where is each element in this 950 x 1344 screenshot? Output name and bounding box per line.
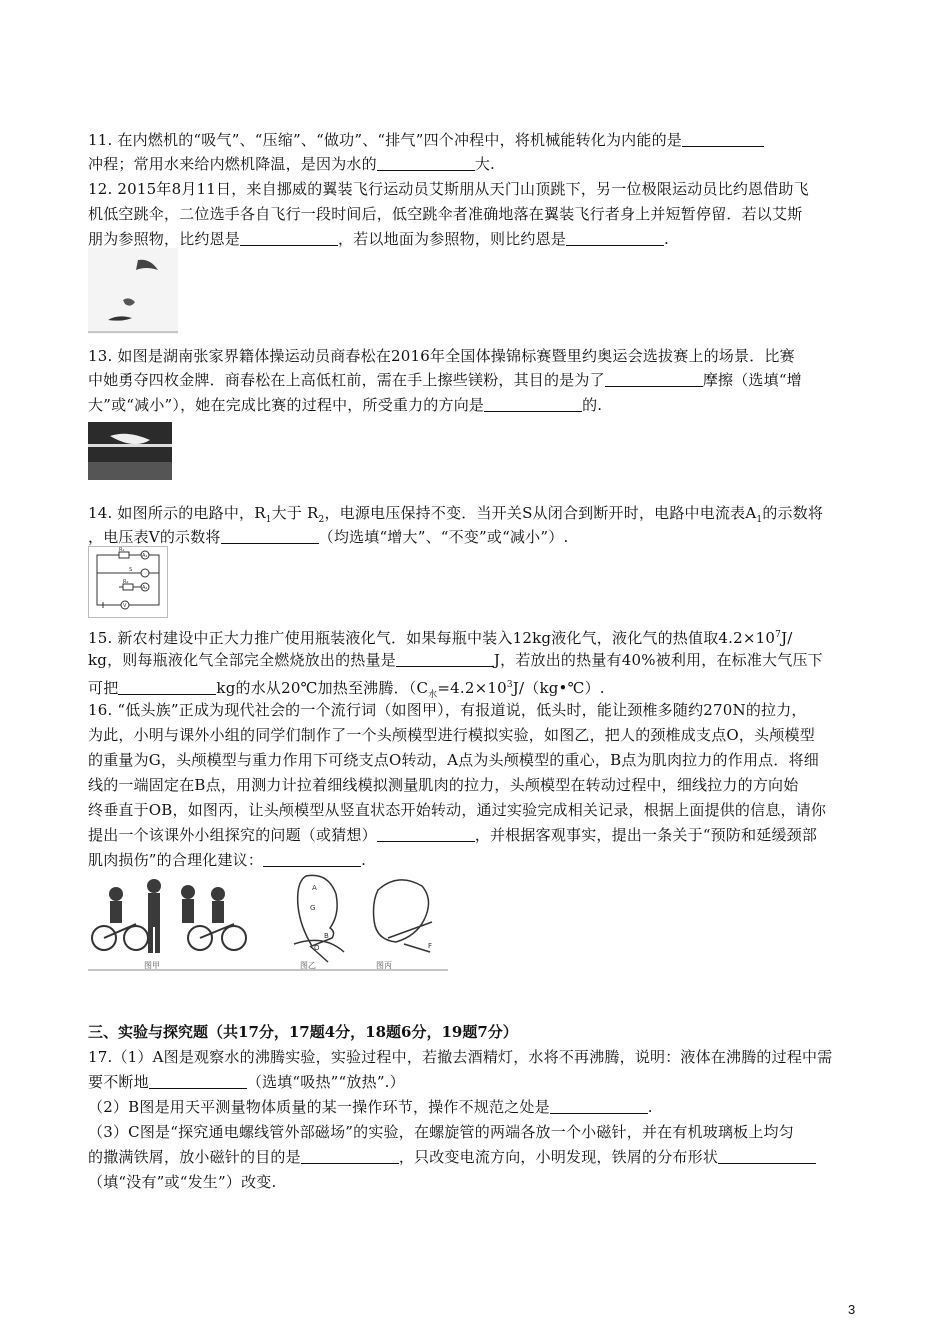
q16-line2: 为此，小明与课外小组的同学们制作了一个头颅模型进行模拟实验，如图乙，把人的颈椎成支点O，头颅模型 <box>88 726 815 744</box>
point-b-label: B <box>324 932 329 940</box>
r2-label: R₂ <box>123 579 129 585</box>
q17-line4: （3）C图是“探究通电螺线管外部磁场”的实验，在螺旋管的两端各放一个小磁针，并在有机玻璃板上均匀 <box>88 1123 794 1141</box>
skydiver-illustration <box>88 248 178 334</box>
page-number: 3 <box>848 1302 856 1317</box>
q13-line1: 13. 如图是湖南张家界籍体操运动员商春松在2016年全国体操锦标赛暨里约奥运会选拔赛上的场景．比赛 <box>88 347 795 365</box>
q16-line3: 的重量为G，头颅模型与重力作用下可绕支点O转动，A点为头颅模型的重心，B点为肌肉拉力的作用点．将细 <box>88 751 819 769</box>
q17-line5: 的撒满铁屑，放小磁针的目的是 ，只改变电流方向，小明发现，铁屑的分布形状 <box>88 1147 868 1167</box>
q12-line1: 12. 2015年8月11日，来自挪威的翼装飞行运动员艾斯朋从天门山顶跳下，另一位极限运动员比约恩借助飞 <box>88 180 809 198</box>
answer-blank[interactable] <box>118 680 216 695</box>
answer-blank[interactable] <box>377 827 475 842</box>
q13-line2: 中她勇夺四枚金牌．商春松在上高低杠前，需在手上擦些镁粉，其目的是为了 摩擦（选填“增 <box>88 371 802 389</box>
gymnast-illustration <box>88 422 172 480</box>
s-label: S <box>129 567 133 573</box>
q14-line2: ，电压表V的示数将 （均选填“增大”、“不变”或“减小”）. <box>88 528 569 546</box>
q16-line1: 16. “低头族”正成为现代社会的一个流行词（如图甲），有报道说，低头时，能让颈椎多随约270N的拉力， <box>88 701 807 719</box>
skydiver-photo <box>88 248 178 334</box>
answer-blank[interactable] <box>566 231 664 246</box>
q12-line2: 机低空跳伞，二位选手各自飞行一段时间后，低空跳伞者准确地落在翼装飞行者身上并短暂停留．若以艾斯 <box>88 205 803 223</box>
answer-blank[interactable] <box>718 1149 816 1164</box>
q16-line5: 终垂直于OB，如图丙，让头颅模型从竖直状态开始转动，通过实验完成相关记录，根据上面提供的信息，请你 <box>88 801 827 819</box>
q17-line3: （2）B图是用天平测量物体质量的某一操作环节，操作不规范之处是 . <box>88 1098 653 1116</box>
answer-blank[interactable] <box>396 652 494 667</box>
q17-line2: 要不断地 （选填“吸热”“放热”.） <box>88 1073 405 1091</box>
caption-bing: 图丙 <box>376 961 392 970</box>
q17-line6: （填“没有”或“发生”）改变. <box>88 1173 277 1191</box>
caption-jia: 图甲 <box>144 961 160 970</box>
a1-label: A₁ <box>142 553 148 559</box>
answer-blank[interactable] <box>377 156 475 171</box>
circuit-illustration <box>89 547 167 617</box>
q11-line1: 11. 在内燃机的“吸气”、“压缩”、“做功”、“排气”四个冲程中，将机械能转化为内能的是 <box>88 130 868 150</box>
q12-line3: 朋为参照物，比约恩是 ，若以地面为参照物，则比约恩是 . <box>88 230 669 248</box>
q16-line7: 肌肉损伤”的合理化建议： . <box>88 851 367 869</box>
answer-blank[interactable] <box>550 1099 648 1114</box>
q15-line1: 15. 新农村建设中正大力推广使用瓶装液化气．如果每瓶中装入12kg液化气，液化气的热值取$4.2\times 10^7J/$ <box>88 629 793 647</box>
head-model-figures <box>88 868 448 972</box>
q16-line4: 线的一端固定在B点，用测力计拉着细线模拟测量肌肉的拉力，头颅模型在转动过程中，细线拉力的方向始 <box>88 776 799 794</box>
circuit-diagram <box>88 546 168 618</box>
r1-label: R₁ <box>119 547 125 553</box>
q15-line3: 可把 kg的水从20℃加热至沸腾．（$C_水=4.2\times 10^3J/(kg•℃)$. <box>88 679 605 700</box>
head-model-illustration <box>88 868 448 972</box>
answer-blank[interactable] <box>221 529 319 544</box>
point-a-label: A <box>312 884 317 892</box>
answer-blank[interactable] <box>263 852 361 867</box>
v-label: V <box>123 603 127 609</box>
q17-line1: 17.（1）A图是观察水的沸腾实验，实验过程中，若撤去酒精灯，水将不再沸腾，说明：液体在沸腾的过程中需 <box>88 1048 833 1066</box>
gymnast-photo <box>88 422 172 480</box>
section-heading: 三、实验与探究题（共17分，17题4分，18题6分，19题7分） <box>88 1023 518 1041</box>
figure-jia <box>92 879 246 953</box>
fulcrum-o-label: O <box>314 944 320 952</box>
a2-label: A₂ <box>142 585 148 591</box>
answer-blank[interactable] <box>301 1149 399 1164</box>
answer-blank[interactable] <box>682 132 764 147</box>
force-f-label: F <box>428 942 433 950</box>
answer-blank[interactable] <box>605 372 703 387</box>
q16-line6: 提出一个该课外小组探究的问题（或猜想） ，并根据客观事实，提出一条关于“预防和延缓颈部 <box>88 826 818 844</box>
weight-g-label: G <box>310 904 316 912</box>
figure-bing <box>374 880 433 952</box>
q13-line3: 大”或“减小”），她在完成比赛的过程中，所受重力的方向是 的. <box>88 396 603 414</box>
q15-line2: kg，则每瓶液化气全部完全燃烧放出的热量是 J，若放出的热量有40%被利用，在标准大气压下 <box>88 651 823 669</box>
answer-blank[interactable] <box>240 231 338 246</box>
caption-yi: 图乙 <box>300 961 316 970</box>
q11-line2: 冲程；常用水来给内燃机降温，是因为水的 大. <box>88 155 495 173</box>
answer-blank[interactable] <box>149 1074 247 1089</box>
answer-blank[interactable] <box>484 397 582 412</box>
q14-line1: 14. 如图所示的电路中，$R_1$大于 $R_2$，电源电压保持不变．当开关S从闭合到断开时，电路中电流表$A_1$的示数将 <box>88 504 824 525</box>
